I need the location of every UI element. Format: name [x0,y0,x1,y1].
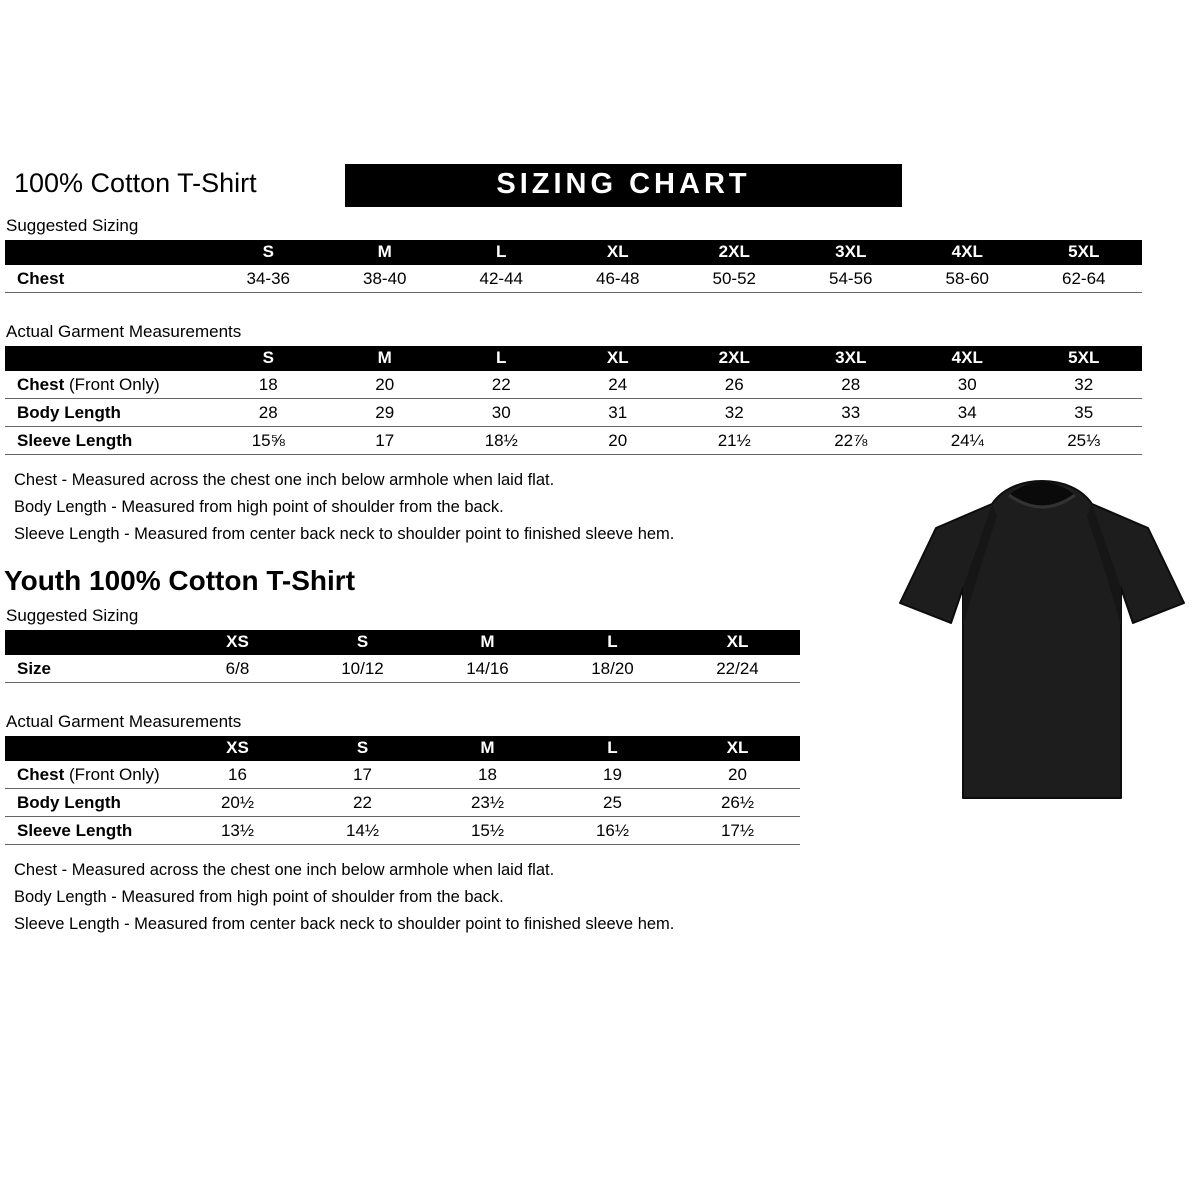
cell: 42-44 [443,265,560,293]
sizing-chart-banner: SIZING CHART [345,164,902,207]
table-row [5,265,1142,293]
column-header: S [210,240,327,265]
column-header: XL [675,630,800,655]
column-header: XL [560,346,677,371]
column-header: XS [175,630,300,655]
cell: 33 [793,399,910,427]
column-header: XS [175,736,300,761]
column-header: 5XL [1026,346,1143,371]
column-header: 4XL [909,346,1026,371]
row-label: Sleeve Length [5,427,210,455]
row-label: Sleeve Length [5,817,175,845]
cell: 54-56 [793,265,910,293]
cell: 25 [550,789,675,817]
corner-cell [5,240,210,265]
column-header: L [443,346,560,371]
adult-header-row [0,164,1200,207]
tshirt-image [897,476,1187,806]
row-label-main: Chest [17,765,65,784]
column-header: XL [560,240,677,265]
cell: 62-64 [1026,265,1143,293]
cell: 46-48 [560,265,677,293]
cell: 24 [560,371,677,399]
cell: 20 [675,761,800,789]
adult-title: 100% Cotton T-Shirt [14,168,257,198]
row-label: Chest [5,265,210,293]
note-sleeve-length: Sleeve Length - Measured from center back neck to shoulder point to finished sleeve hem. [14,525,675,543]
cell: 23½ [425,789,550,817]
row-label: Size [5,655,175,683]
cell: 19 [550,761,675,789]
adult-suggested-table [5,240,1142,293]
cell: 16½ [550,817,675,845]
cell: 13½ [175,817,300,845]
note-body-length: Body Length - Measured from high point of shoulder from the back. [14,498,504,516]
cell: 18/20 [550,655,675,683]
note-body-length: Body Length - Measured from high point of shoulder from the back. [14,888,504,906]
cell: 28 [210,399,327,427]
cell: 16 [175,761,300,789]
row-label [5,371,210,399]
cell: 22⅞ [793,427,910,455]
corner-cell [5,736,175,761]
cell: 26½ [675,789,800,817]
column-header: S [300,630,425,655]
adult-actual-table [5,346,1142,455]
cell: 26 [676,371,793,399]
corner-cell [5,630,175,655]
cell: 18½ [443,427,560,455]
cell: 18 [210,371,327,399]
column-header: 2XL [676,346,793,371]
cell: 29 [327,399,444,427]
row-label: Body Length [5,399,210,427]
cell: 17 [327,427,444,455]
cell: 22/24 [675,655,800,683]
table-row [5,655,800,683]
youth-suggested-table [5,630,800,683]
column-header: 4XL [909,240,1026,265]
table-row [5,371,1142,399]
row-label-main: Chest [17,375,65,394]
youth-suggested-label: Suggested Sizing [6,606,139,625]
table-header-row [5,240,1142,265]
cell: 10/12 [300,655,425,683]
row-label [5,761,175,789]
cell: 31 [560,399,677,427]
cell: 25⅓ [1026,427,1143,455]
table-row [5,399,1142,427]
cell: 21½ [676,427,793,455]
column-header: M [327,240,444,265]
table-row [5,817,800,845]
column-header: S [300,736,425,761]
row-label-note: (Front Only) [64,765,160,784]
column-header: 5XL [1026,240,1143,265]
cell: 22 [443,371,560,399]
note-chest: Chest - Measured across the chest one inch below armhole when laid flat. [14,861,555,879]
cell: 15⅝ [210,427,327,455]
cell: 24¼ [909,427,1026,455]
cell: 20 [560,427,677,455]
cell: 6/8 [175,655,300,683]
column-header: M [425,736,550,761]
cell: 14½ [300,817,425,845]
cell: 14/16 [425,655,550,683]
cell: 38-40 [327,265,444,293]
column-header: M [425,630,550,655]
cell: 22 [300,789,425,817]
youth-actual-table [5,736,800,845]
cell: 58-60 [909,265,1026,293]
table-header-row [5,630,800,655]
cell: 17 [300,761,425,789]
cell: 50-52 [676,265,793,293]
column-header: L [443,240,560,265]
cell: 32 [676,399,793,427]
cell: 32 [1026,371,1143,399]
cell: 20 [327,371,444,399]
tshirt-graphic [897,476,1187,806]
column-header: L [550,736,675,761]
column-header: 2XL [676,240,793,265]
cell: 34-36 [210,265,327,293]
adult-actual-label: Actual Garment Measurements [6,322,242,341]
cell: 17½ [675,817,800,845]
column-header: M [327,346,444,371]
column-header: S [210,346,327,371]
column-header: 3XL [793,346,910,371]
youth-actual-label: Actual Garment Measurements [6,712,242,731]
cell: 15½ [425,817,550,845]
youth-title: Youth 100% Cotton T-Shirt [4,565,356,596]
row-label-note: (Front Only) [64,375,160,394]
row-label: Body Length [5,789,175,817]
table-header-row [5,736,800,761]
cell: 34 [909,399,1026,427]
column-header: XL [675,736,800,761]
youth-notes [14,860,1200,934]
table-row [5,761,800,789]
column-header: 3XL [793,240,910,265]
note-sleeve-length: Sleeve Length - Measured from center back neck to shoulder point to finished sleeve hem. [14,915,675,933]
cell: 18 [425,761,550,789]
table-row [5,789,800,817]
column-header: L [550,630,675,655]
note-chest: Chest - Measured across the chest one inch below armhole when laid flat. [14,471,555,489]
cell: 28 [793,371,910,399]
adult-suggested-label: Suggested Sizing [6,216,139,235]
corner-cell [5,346,210,371]
cell: 30 [443,399,560,427]
table-row [5,427,1142,455]
cell: 35 [1026,399,1143,427]
cell: 30 [909,371,1026,399]
cell: 20½ [175,789,300,817]
table-header-row [5,346,1142,371]
